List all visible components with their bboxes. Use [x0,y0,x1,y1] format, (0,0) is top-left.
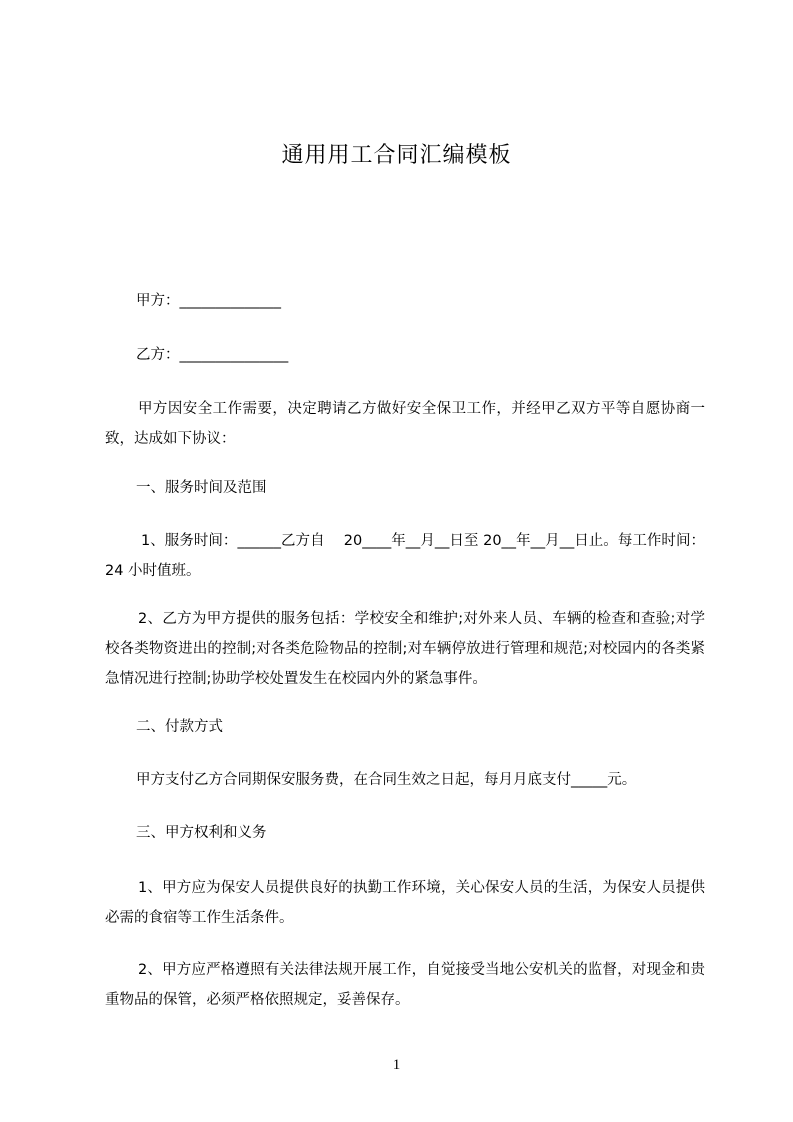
section1-heading: 一、服务时间及范围 [136,480,267,496]
page-number: 1 [392,1057,401,1073]
party-a-line: 甲方：______________ [136,293,281,309]
intro-paragraph: 甲方因安全工作需要，决定聘请乙方做好安全保卫工作，并经甲乙双方平等自愿协商一致，达成如下协议： [105,401,705,447]
document-title: 通用用工合同汇编模板 [281,143,512,168]
section1-item1: 1、服务时间：______乙方自 20____年__月__日至 20__年__月__日止。每工作时间：24 小时值班。 [105,533,705,579]
section2-text: 甲方支付乙方合同期保安服务费，在合同生效之日起，每月月底支付_____元。 [136,772,637,788]
section3-heading: 三、甲方权利和义务 [136,825,267,841]
section2-heading: 二、付款方式 [136,719,223,735]
party-b-line: 乙方：_______________ [136,347,289,363]
section3-item2: 2、甲方应严格遵照有关法律法规开展工作，自觉接受当地公安机关的监督，对现金和贵重物品的保管，必须严格依照规定，妥善保存。 [105,962,705,1008]
section1-item2: 2、乙方为甲方提供的服务包括：学校安全和维护;对外来人员、车辆的检查和查验;对学校各类物资进出的控制;对各类危险物品的控制;对车辆停放进行管理和规范;对校园内的各类紧急情况进行控制;协助学校处置发生在校园内外的紧急事件。 [105,611,705,687]
section3-item1: 1、甲方应为保安人员提供良好的执勤工作环境，关心保安人员的生活，为保安人员提供必需的食宿等工作生活条件。 [105,880,705,926]
